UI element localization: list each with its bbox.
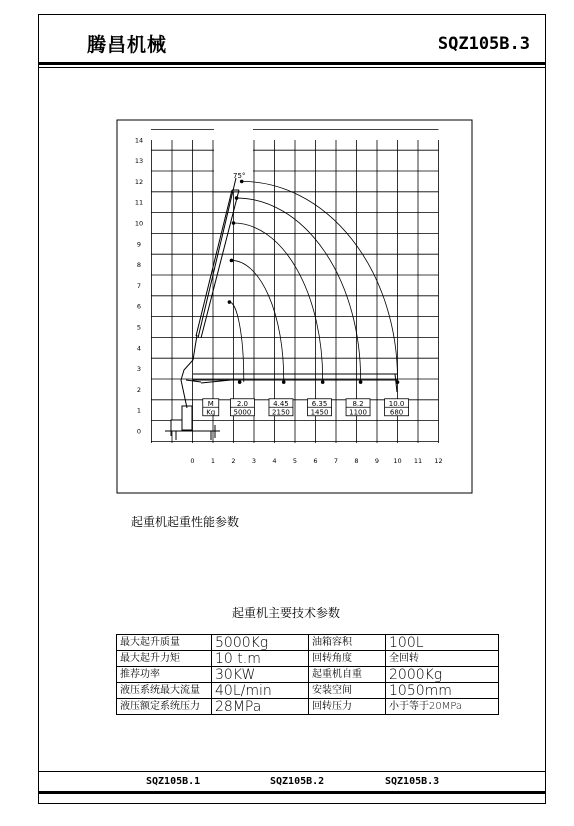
load-box-bottom-text: 1100 (349, 408, 367, 417)
load-table-header (203, 399, 219, 417)
spec-row (117, 699, 499, 715)
specs-title: 起重机主要技术参数 (232, 606, 341, 620)
spec-value: 1050mm (386, 683, 499, 699)
x-tick-label: 11 (413, 457, 423, 465)
spec-value: 30KW (212, 667, 309, 683)
chart-markers (228, 180, 400, 384)
y-tick-label: 7 (136, 281, 142, 290)
load-box-top-text: 6.35 (311, 399, 328, 408)
spec-label: 安装空间 (309, 683, 386, 699)
x-tick-label: 7 (333, 457, 339, 465)
spec-row (117, 683, 499, 699)
y-tick-label: 2 (136, 385, 142, 394)
spec-label: 油箱容积 (309, 635, 386, 651)
model-title: SQZ105B.3 (437, 34, 530, 54)
y-tick-label: 4 (136, 344, 142, 353)
load-table-column (230, 399, 254, 417)
y-axis-ticks (135, 136, 143, 435)
x-tick-label: 9 (374, 457, 380, 465)
range-arc (237, 198, 361, 379)
y-tick-label: 9 (136, 240, 142, 249)
x-tick-label: 2 (231, 457, 236, 465)
spec-label: 最大起升质量 (117, 635, 212, 651)
y-tick-label: 8 (136, 261, 142, 270)
load-table-column (385, 399, 409, 417)
spec-value: 28MPa (212, 699, 309, 715)
load-box-top-text: 2.0 (236, 399, 248, 408)
load-point-marker (396, 380, 400, 384)
load-point-marker (321, 380, 325, 384)
footer-rule-thick (38, 791, 546, 794)
load-point-marker (228, 300, 232, 304)
x-tick-label: 5 (292, 457, 298, 465)
spec-label: 液压额定系统压力 (117, 699, 212, 715)
range-arc (242, 181, 398, 379)
spec-label: 回转压力 (309, 699, 386, 715)
load-box-top-text: 8.2 (352, 399, 364, 408)
footer-rule-thin (38, 771, 546, 772)
y-tick-label: 0 (136, 427, 142, 436)
load-table-column (269, 399, 293, 417)
specs-table (116, 634, 499, 715)
load-box-bottom-text: 1450 (310, 408, 329, 417)
chart-grid (151, 128, 439, 443)
spec-value: 100L (386, 635, 499, 651)
spec-value: 40L/min (212, 683, 309, 699)
range-arc (234, 223, 323, 379)
load-table (203, 399, 409, 417)
spec-value: 全回转 (386, 651, 499, 667)
boom-left-edge (196, 190, 232, 336)
y-tick-label: 12 (134, 177, 144, 186)
x-tick-label: 4 (272, 457, 277, 465)
load-box-bottom-text: 680 (389, 408, 404, 417)
x-axis-ticks (190, 457, 442, 465)
spec-label: 推荐功率 (117, 667, 212, 683)
spec-label: 回转角度 (309, 651, 386, 667)
load-point-marker (238, 380, 242, 384)
x-tick-label: 1 (210, 457, 216, 465)
main-boom-folded (181, 335, 197, 408)
y-tick-label: 3 (136, 365, 142, 374)
spec-value: 10 t.m (212, 651, 309, 667)
load-point-marker (240, 180, 244, 184)
range-arc (231, 260, 283, 379)
load-point-marker (232, 221, 236, 225)
spec-label: 起重机自重 (309, 667, 386, 683)
range-arc (229, 302, 243, 379)
y-tick-label: 1 (136, 406, 142, 415)
load-box-top-text: M (207, 399, 214, 408)
load-box-bottom-text: 5000 (233, 408, 252, 417)
load-box-top-text: 4.45 (273, 399, 289, 408)
x-tick-label: 10 (393, 457, 402, 465)
load-point-marker (282, 380, 286, 384)
spec-row (117, 635, 499, 651)
chart-arcs (229, 181, 397, 382)
footer-model-3: SQZ105B.3 (385, 776, 440, 787)
performance-title: 起重机起重性能参数 (131, 515, 240, 529)
y-tick-label: 6 (136, 302, 142, 311)
y-tick-label: 5 (136, 323, 142, 332)
footer-model-2: SQZ105B.2 (270, 776, 325, 787)
load-point-marker (230, 259, 234, 263)
x-tick-label: 12 (434, 457, 443, 465)
load-box-top-text: 10.0 (388, 399, 405, 408)
y-tick-label: 13 (134, 157, 144, 166)
chart-border (117, 120, 472, 493)
load-point-marker (235, 196, 239, 200)
x-tick-label: 8 (354, 457, 359, 465)
spec-row (117, 651, 499, 667)
spec-value: 小于等于20MPa (386, 699, 499, 715)
grid-notch (214, 128, 253, 191)
load-table-column (308, 399, 332, 417)
spec-row (117, 667, 499, 683)
spec-value: 5000Kg (212, 635, 309, 651)
y-tick-label: 11 (134, 198, 144, 207)
brand-title: 腾昌机械 (87, 34, 168, 56)
x-tick-label: 6 (313, 457, 318, 465)
y-tick-label: 10 (134, 219, 144, 228)
spec-label: 液压系统最大流量 (117, 683, 212, 699)
x-tick-label: 3 (251, 457, 257, 465)
load-box-bottom-text: 2150 (272, 408, 290, 417)
x-tick-label: 0 (190, 457, 195, 465)
crane-pedestal (182, 406, 192, 430)
boom-angle-label: 75° (233, 172, 246, 180)
load-table-column (346, 399, 370, 417)
spec-label: 最大起升力矩 (117, 651, 212, 667)
footer-model-1: SQZ105B.1 (146, 776, 201, 787)
load-point-marker (359, 380, 363, 384)
load-box-bottom-text: Kg (206, 408, 216, 417)
spec-value: 2000Kg (386, 667, 499, 683)
y-tick-label: 14 (134, 136, 144, 145)
